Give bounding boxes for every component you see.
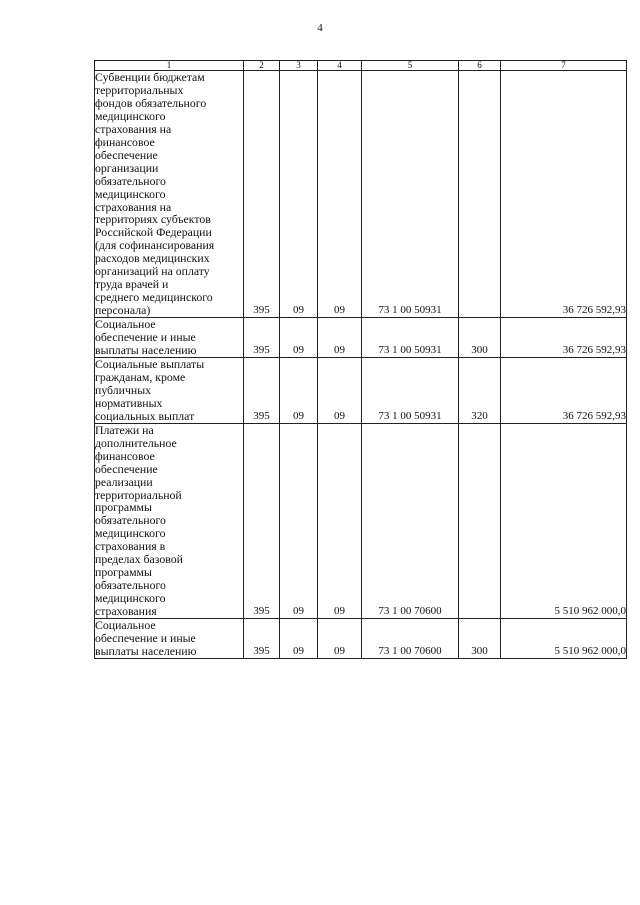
expense-type-cell (459, 71, 501, 318)
expense-type-cell: 320 (459, 357, 501, 423)
expense-type-cell (459, 423, 501, 618)
row-name-line: реализации (95, 474, 153, 489)
row-name-line: фондов обязательного (95, 95, 207, 110)
target-article-cell: 73 1 00 50931 (362, 357, 459, 423)
row-name-line: обеспечение и иные (95, 630, 196, 645)
row-name-line: труда врачей и (95, 277, 169, 292)
row-name-line: социальных выплат (95, 408, 195, 423)
section-code-cell: 09 (280, 71, 318, 318)
row-name-line: обязательного (95, 173, 166, 188)
section-code-cell: 09 (280, 318, 318, 358)
subsection-code-cell: 09 (318, 71, 362, 318)
row-name-line: территориальной (95, 487, 182, 502)
row-name-line: обеспечение и иные (95, 330, 196, 345)
admin-code-cell: 395 (244, 71, 280, 318)
row-name-line: Социальное (95, 317, 156, 332)
row-name-line: Субвенции бюджетам (95, 70, 205, 84)
header-col-4: 4 (318, 61, 362, 71)
row-name-line: нормативных (95, 395, 163, 410)
section-code-cell: 09 (280, 357, 318, 423)
expense-type-cell: 300 (459, 619, 501, 659)
target-article-cell: 73 1 00 50931 (362, 318, 459, 358)
row-name-line: дополнительное (95, 435, 177, 450)
row-name-line: организации (95, 160, 159, 175)
section-code-cell: 09 (280, 619, 318, 659)
header-col-7: 7 (501, 61, 627, 71)
target-article-cell: 73 1 00 70600 (362, 619, 459, 659)
admin-code-cell: 395 (244, 423, 280, 618)
budget-table (94, 60, 627, 659)
row-name-line: среднего медицинского (95, 290, 213, 305)
row-name-line: финансовое (95, 134, 155, 149)
row-name-line: обеспечение (95, 461, 158, 476)
row-name-cell (95, 619, 244, 659)
row-name-line: выплаты населению (95, 343, 197, 358)
admin-code-cell: 395 (244, 357, 280, 423)
header-col-3: 3 (280, 61, 318, 71)
row-name-line: обязательного (95, 578, 166, 593)
table-row (95, 619, 627, 659)
target-article-cell: 73 1 00 70600 (362, 423, 459, 618)
row-name-line: выплаты населению (95, 643, 197, 658)
row-name-line: Социальные выплаты (95, 356, 205, 371)
row-name-line: территориальных (95, 82, 184, 97)
row-name-line: медицинского (95, 591, 166, 606)
target-article-cell: 73 1 00 50931 (362, 71, 459, 318)
subsection-code-cell: 09 (318, 619, 362, 659)
admin-code-cell: 395 (244, 619, 280, 659)
row-name-line: Российской Федерации (95, 225, 212, 240)
table-row (95, 318, 627, 358)
amount-cell: 5 510 962 000,0 (501, 423, 627, 618)
row-name-cell (95, 423, 244, 618)
subsection-code-cell: 09 (318, 423, 362, 618)
subsection-code-cell: 09 (318, 318, 362, 358)
subsection-code-cell: 09 (318, 357, 362, 423)
row-name-line: страхования в (95, 539, 166, 554)
amount-cell: 36 726 592,93 (501, 318, 627, 358)
row-name-line: персонала) (95, 303, 151, 318)
row-name-cell (95, 71, 244, 318)
row-name-line: обязательного (95, 513, 166, 528)
row-name-line: территориях субъектов (95, 212, 211, 227)
row-name-line: страхования на (95, 199, 172, 214)
header-col-5: 5 (362, 61, 459, 71)
row-name-line: программы (95, 500, 152, 515)
section-code-cell: 09 (280, 423, 318, 618)
row-name-line: финансовое (95, 448, 155, 463)
row-name-line: (для софинансирования (95, 238, 215, 253)
row-name-line: страхования (95, 604, 157, 619)
row-name-line: медицинского (95, 186, 166, 201)
row-name-line: гражданам, кроме (95, 369, 186, 384)
table-row (95, 357, 627, 423)
admin-code-cell: 395 (244, 318, 280, 358)
row-name-line: страхования на (95, 121, 172, 136)
row-name-line: организаций на оплату (95, 264, 210, 279)
amount-cell: 36 726 592,93 (501, 357, 627, 423)
table-row (95, 423, 627, 618)
expense-type-cell: 300 (459, 318, 501, 358)
row-name-line: расходов медицинских (95, 251, 210, 266)
row-name-line: пределах базовой (95, 552, 183, 567)
header-col-2: 2 (244, 61, 280, 71)
table-row (95, 71, 627, 318)
amount-cell: 36 726 592,93 (501, 71, 627, 318)
row-name-line: программы (95, 565, 152, 580)
row-name-line: медицинского (95, 526, 166, 541)
page-number: 4 (317, 22, 323, 34)
header-col-1: 1 (95, 61, 244, 71)
amount-cell: 5 510 962 000,0 (501, 619, 627, 659)
row-name-line: Социальное (95, 618, 156, 633)
row-name-line: Платежи на (95, 422, 154, 437)
row-name-cell (95, 357, 244, 423)
row-name-line: медицинского (95, 108, 166, 123)
header-col-6: 6 (459, 61, 501, 71)
row-name-cell (95, 318, 244, 358)
row-name-line: обеспечение (95, 147, 158, 162)
header-row (95, 61, 627, 71)
row-name-line: публичных (95, 382, 152, 397)
